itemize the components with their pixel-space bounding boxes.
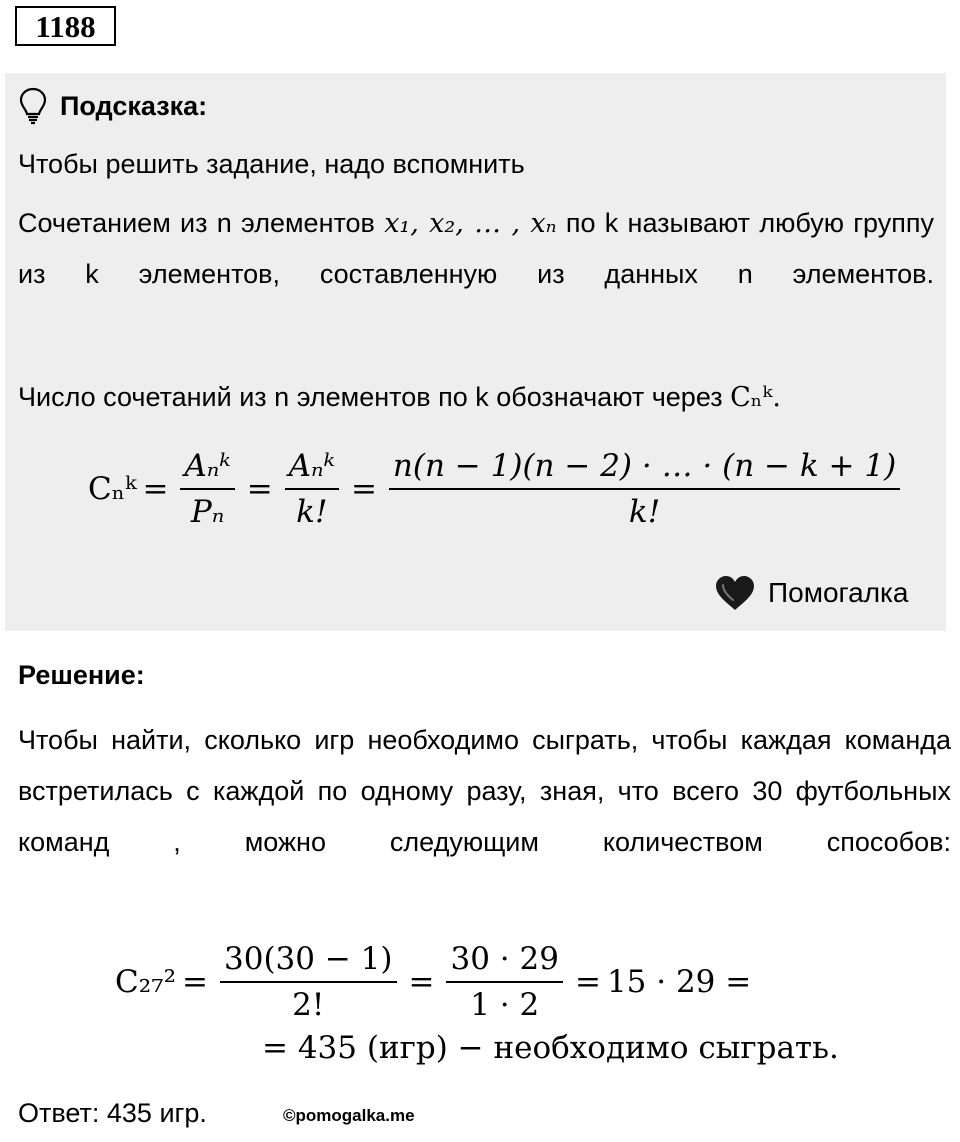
answer: Ответ: 435 игр. <box>18 1098 207 1128</box>
solution-formula: C₂₇² = $\frac{30(30 - 1)}{2!}$ = $\frac{30 \cdot 29}{1 \cdot 2}$ = 15 · 29 = <box>115 941 752 1023</box>
definition-elements: x₁, x₂, … , xₙ <box>384 208 557 239</box>
notation-line <box>18 372 948 423</box>
fraction-denominator: 1 · 2 <box>470 987 540 1023</box>
fraction-product-over-kfact <box>389 448 900 530</box>
hint-intro: Чтобы решить задание, надо вспомнить <box>18 149 525 179</box>
solution-title: Решение: <box>18 660 145 690</box>
fraction-numerator: Aₙᵏ <box>180 448 234 490</box>
hint-title-text: Подсказка: <box>60 90 208 121</box>
task-number: 1188 <box>15 6 116 46</box>
lightbulb-icon <box>18 87 48 125</box>
definition-rest: по k называют любую группу из k элементов, составленную из данных n элементов. <box>18 208 935 289</box>
fraction-numerator: 30(30 − 1) <box>220 941 397 983</box>
brand <box>714 571 908 615</box>
fraction-numerator: 30 · 29 <box>446 941 562 983</box>
solution-result-line <box>262 1030 839 1066</box>
solution-text: Чтобы найти, сколько игр необходимо сыграть, чтобы каждая команда встретилась с каждой по одному разу, зная, что всего 30 футбольных команд , можно следующим количеством способов: <box>18 725 951 857</box>
solution-rhs: 15 · 29 = <box>606 964 752 1000</box>
fraction-denominator: Pₙ <box>190 494 225 530</box>
definition-start: Сочетанием из n элементов <box>18 208 375 238</box>
combination-formula: Cₙᵏ = $\frac{\text{Aₙᵏ}}{\text{Pₙ}}$ = $\frac{\text{Aₙᵏ}}{k!}$ = $\frac{n(n - 1)(n - 2) \cdot \dots \cdot (n - k + 1)}{k!}$ <box>88 448 906 530</box>
notation-symbol: Cₙᵏ. <box>730 382 781 413</box>
combination-definition <box>18 198 934 300</box>
notation-text: Число сочетаний из n элементов по k обозначают через <box>18 382 723 412</box>
solution-result: = 435 (игр) − необходимо сыграть. <box>262 1030 839 1066</box>
heart-icon <box>714 574 756 612</box>
fraction-a-over-p <box>180 448 234 530</box>
solution-lhs: C₂₇² <box>115 964 177 1000</box>
formula-lhs: Cₙᵏ <box>88 471 137 507</box>
fraction-numerator: Aₙᵏ <box>285 448 339 490</box>
fraction-a-over-kfact <box>285 448 339 530</box>
solution-fraction-1 <box>220 941 397 1023</box>
fraction-denominator: k! <box>296 494 328 530</box>
hint-title <box>18 86 207 126</box>
brand-name: Помогалка <box>768 577 909 608</box>
copyright: ©pomogalka.me <box>283 1106 415 1125</box>
fraction-denominator: k! <box>628 494 661 530</box>
fraction-denominator: 2! <box>292 987 325 1023</box>
solution-fraction-2 <box>446 941 562 1023</box>
fraction-numerator: n(n − 1)(n − 2) · … · (n − k + 1) <box>389 448 900 490</box>
